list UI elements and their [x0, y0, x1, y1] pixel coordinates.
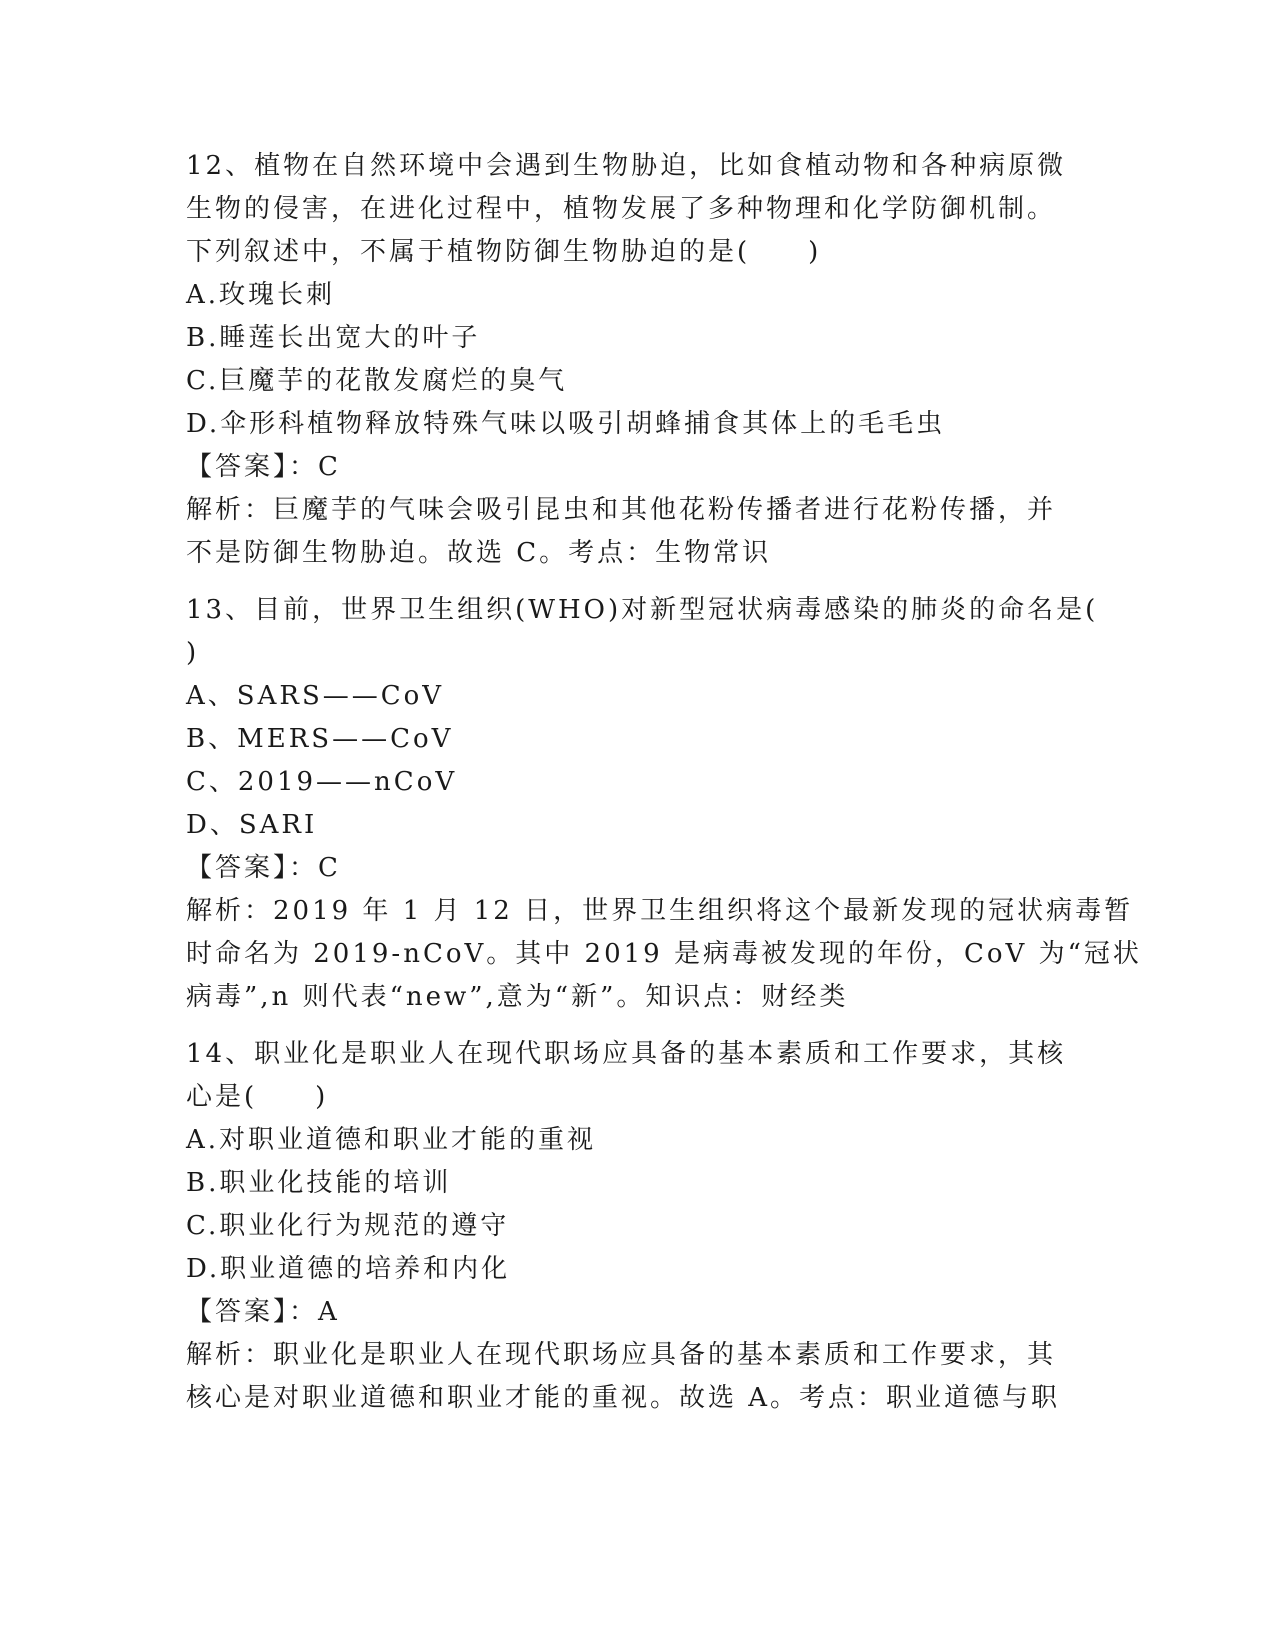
- answer-line: 【答案】：C: [186, 853, 341, 883]
- option-b: B.睡莲长出宽大的叶子: [186, 323, 481, 353]
- option-b: B、MERS——CoV: [186, 724, 454, 754]
- question-stem-line: 心是( ): [186, 1082, 329, 1112]
- analysis-line: 解析：巨魔芋的气味会吸引昆虫和其他花粉传播者进行花粉传播，并: [186, 495, 1057, 525]
- option-a: A.对职业道德和职业才能的重视: [186, 1125, 597, 1155]
- option-c: C.巨魔芋的花散发腐烂的臭气: [186, 366, 568, 396]
- analysis-line: 核心是对职业道德和职业才能的重视。故选 A。考点：职业道德与职: [186, 1383, 1061, 1413]
- option-c: C、2019——nCoV: [186, 767, 458, 797]
- analysis-line: 不是防御生物胁迫。故选 C。考点：生物常识: [186, 538, 772, 568]
- option-c: C.职业化行为规范的遵守: [186, 1211, 510, 1241]
- question-stem-line: ): [186, 638, 200, 668]
- document-page: [186, 145, 1142, 1434]
- analysis-line: 解析：2019 年 1 月 12 日，世界卫生组织将这个最新发现的冠状病毒暂: [186, 896, 1134, 926]
- analysis-line: 解析：职业化是职业人在现代职场应具备的基本素质和工作要求，其: [186, 1340, 1057, 1370]
- question-13: [186, 589, 1142, 1019]
- question-14: [186, 1033, 1086, 1420]
- question-stem-line: 13、目前，世界卫生组织(WHO)对新型冠状病毒感染的肺炎的命名是(: [186, 595, 1099, 625]
- option-a: A、SARS——CoV: [186, 681, 445, 711]
- question-stem-line: 生物的侵害，在进化过程中，植物发展了多种物理和化学防御机制。: [186, 194, 1057, 224]
- answer-line: 【答案】：A: [186, 1297, 340, 1327]
- option-d: D.伞形科植物释放特殊气味以吸引胡蜂捕食其体上的毛毛虫: [186, 409, 946, 439]
- analysis-line: 时命名为 2019-nCoV。其中 2019 是病毒被发现的年份，CoV 为“冠状: [186, 939, 1142, 969]
- question-12: [186, 145, 1086, 575]
- option-b: B.职业化技能的培训: [186, 1168, 452, 1198]
- option-d: D、SARI: [186, 810, 318, 840]
- question-stem-line: 下列叙述中，不属于植物防御生物胁迫的是( ): [186, 237, 822, 267]
- question-stem-line: 12、植物在自然环境中会遇到生物胁迫，比如食植动物和各种病原微: [186, 151, 1067, 181]
- answer-line: 【答案】：C: [186, 452, 341, 482]
- option-d: D.职业道德的培养和内化: [186, 1254, 511, 1284]
- question-stem-line: 14、职业化是职业人在现代职场应具备的基本素质和工作要求，其核: [186, 1039, 1067, 1069]
- analysis-line: 病毒”,n 则代表“new”,意为“新”。知识点：财经类: [186, 982, 849, 1012]
- option-a: A.玫瑰长刺: [186, 280, 336, 310]
